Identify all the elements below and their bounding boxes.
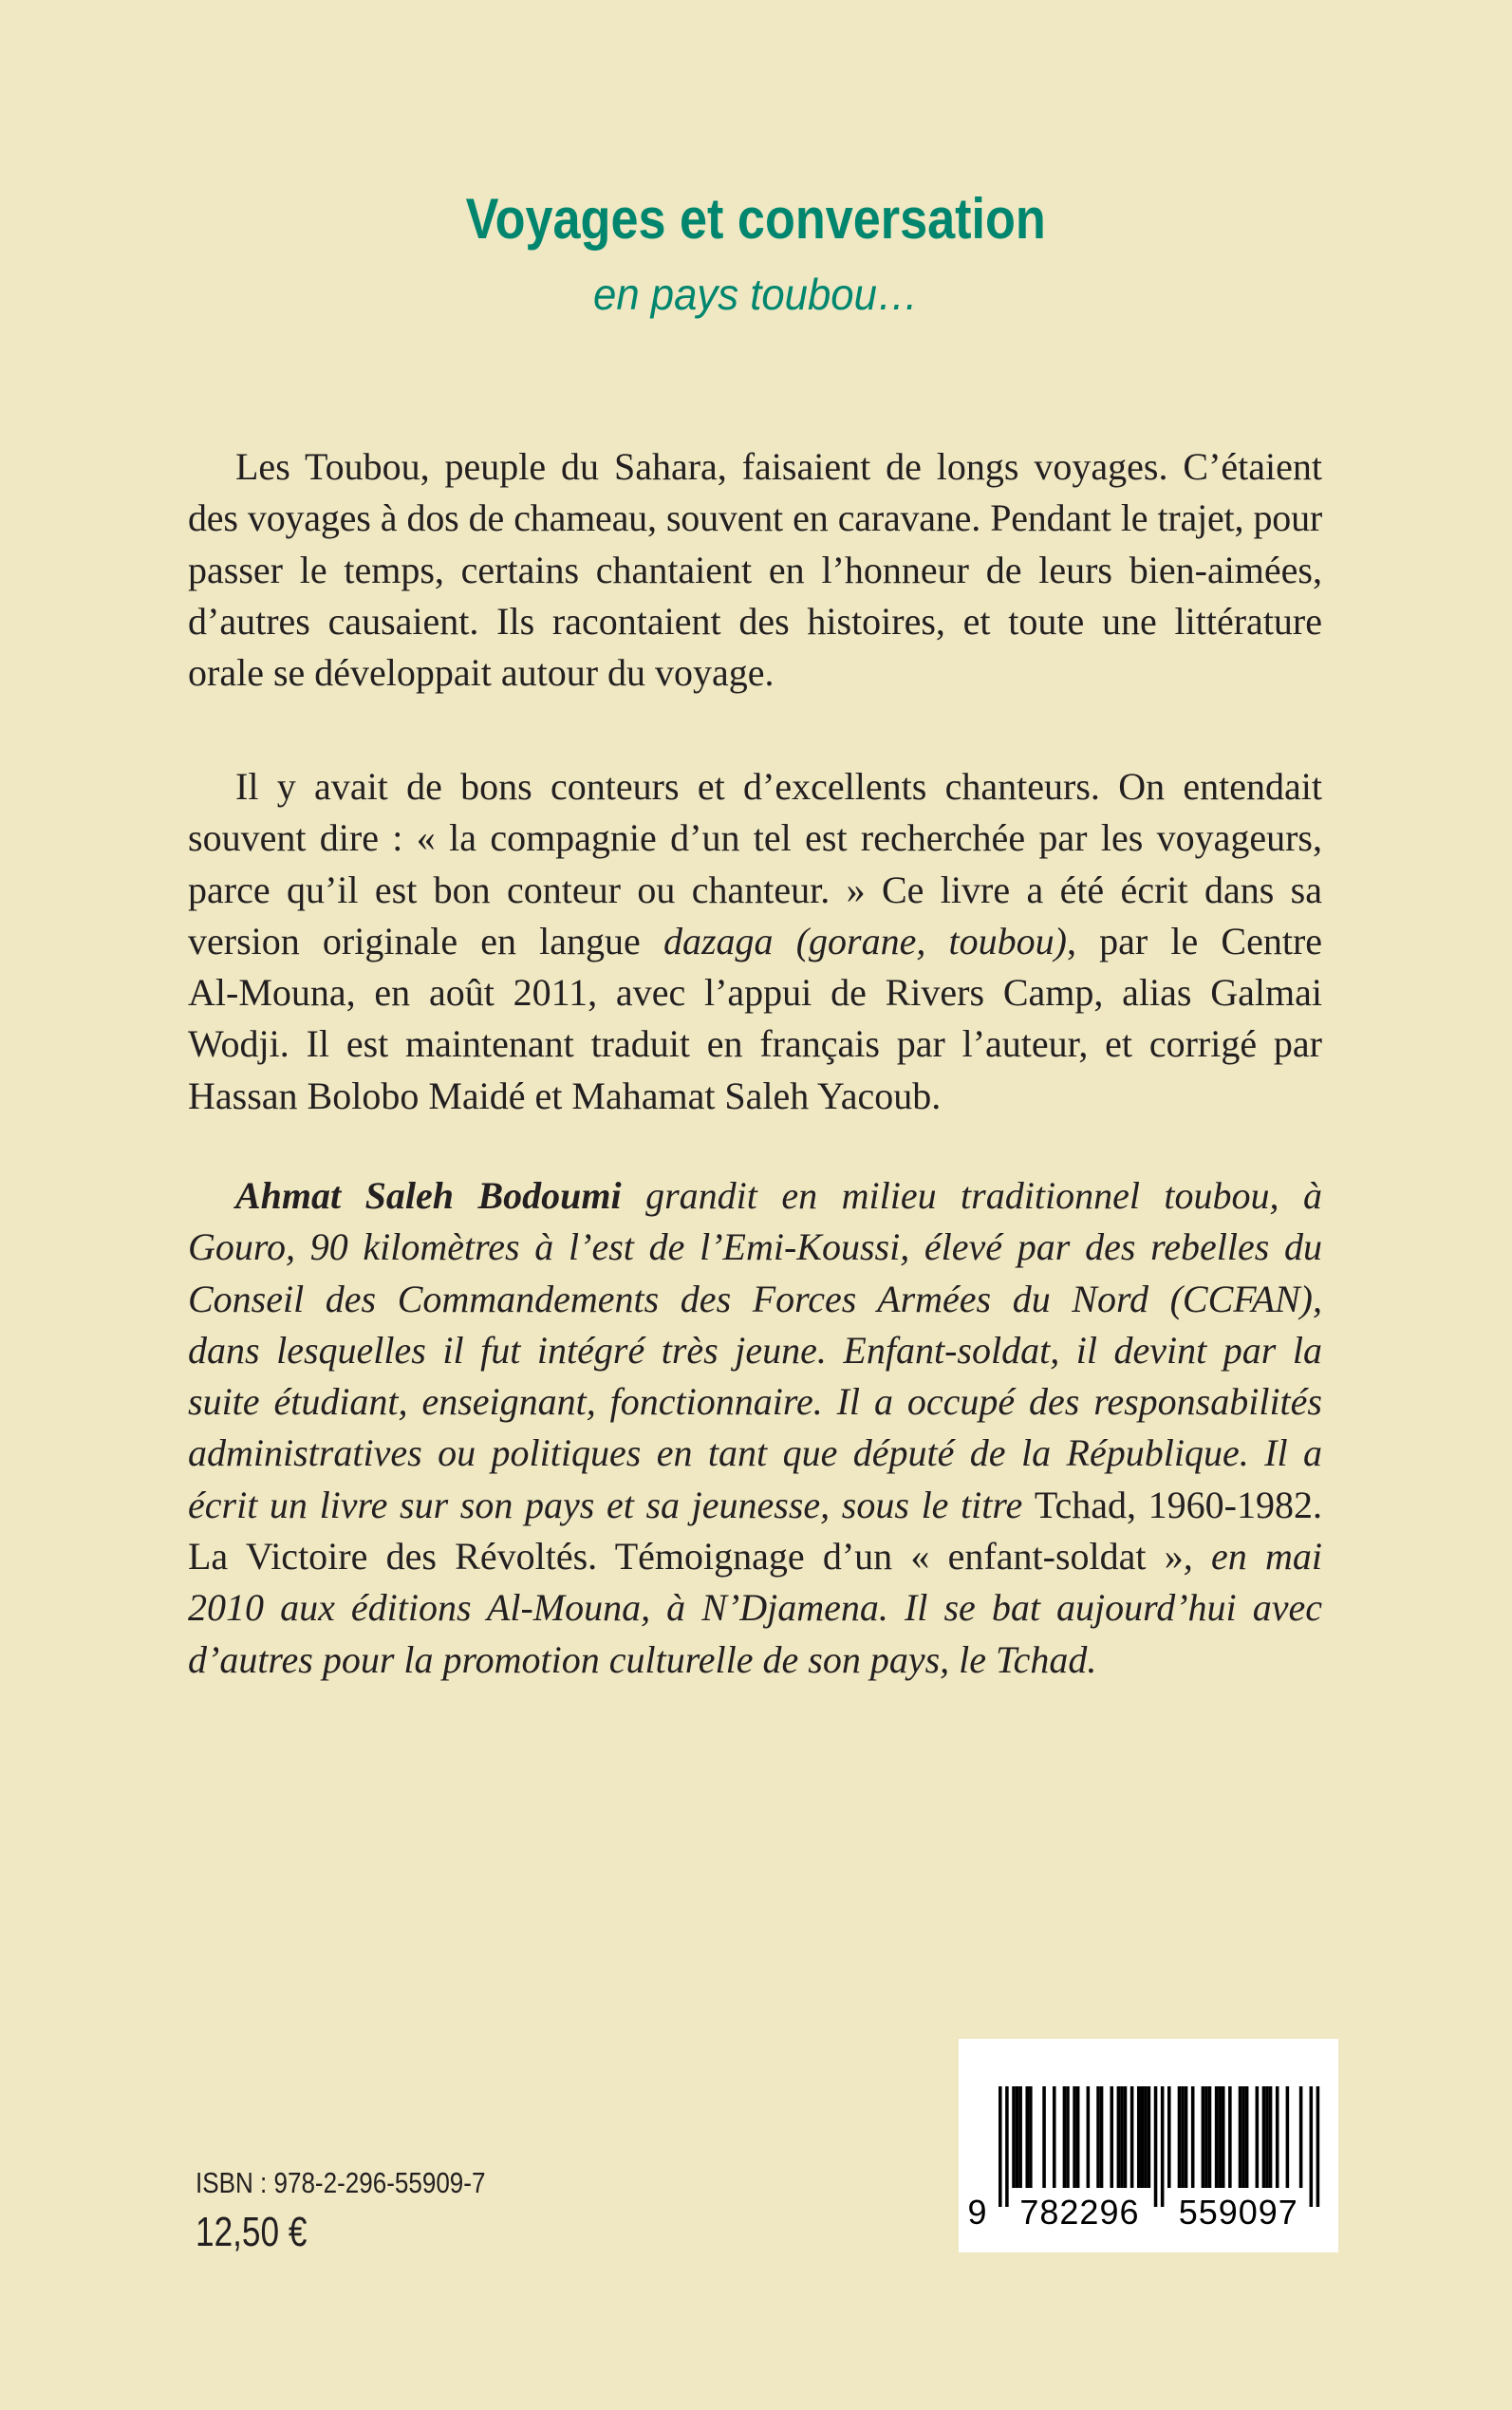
book-subtitle — [0, 268, 1512, 321]
barcode-bar — [1110, 2086, 1113, 2188]
text-segment: Wodji. Il est maintenant traduit en français par l’auteur, et corrigé par — [188, 1022, 1322, 1066]
author-name: Ahmat Saleh Bodoumi — [235, 1174, 622, 1217]
barcode-bar — [1063, 2086, 1067, 2188]
text-segment: dans lesquelles il fut intégré très jeune. Enfant-soldat, il devint par la — [188, 1328, 1322, 1372]
text-line — [188, 865, 1322, 916]
barcode-bar — [1239, 2086, 1242, 2188]
text-line — [188, 1428, 1322, 1479]
barcode-bar — [1018, 2086, 1022, 2188]
barcode-bar — [1299, 2086, 1303, 2188]
barcode-digits: 782296 — [1019, 2193, 1140, 2232]
barcode-bar — [1012, 2086, 1016, 2188]
barcode-graphic — [959, 2039, 1338, 2252]
text-segment: Conseil des Commandements des Forces Armées du Nord (CCFAN), — [188, 1277, 1322, 1320]
barcode-bar — [1208, 2086, 1212, 2188]
barcode-bar — [1025, 2086, 1029, 2188]
paragraph-origin — [188, 761, 1322, 1122]
barcode-bar — [1276, 2086, 1279, 2188]
text-segment: Il y avait de bons conteurs et d’excellents chanteurs. On entendait — [235, 765, 1322, 808]
text-line — [188, 1582, 1322, 1634]
barcode-bar — [1256, 2086, 1260, 2188]
text-segment: souvent dire : « la compagnie d’un tel est recherchée par les voyageurs, — [188, 816, 1322, 860]
text-segment: grandit en milieu traditionnel toubou, à — [621, 1174, 1322, 1217]
book-title-text: Voyages et conversation — [465, 187, 1047, 251]
text-segment: Gouro, 90 kilomètres à l’est de l’Emi-Koussi, élevé par des rebelles du — [188, 1225, 1322, 1269]
barcode-bar — [1218, 2086, 1222, 2188]
barcode-bar — [1141, 2086, 1145, 2188]
text-line — [188, 545, 1322, 596]
barcode-bar — [1144, 2086, 1148, 2188]
text-segment: Al-Mouna, en août 2011, avec l’appui de Rivers Camp, alias Galmai — [188, 971, 1322, 1015]
text-line — [188, 1071, 1322, 1122]
text-line — [188, 967, 1322, 1018]
barcode — [959, 2039, 1338, 2252]
text-segment: dazaga (gorane, toubou) — [663, 919, 1067, 962]
barcode-bar — [1053, 2086, 1056, 2188]
text-line — [188, 1222, 1322, 1273]
barcode-bar — [1191, 2086, 1195, 2188]
barcode-bar — [1269, 2086, 1273, 2188]
barcode-bar — [1265, 2086, 1269, 2188]
text-segment: administratives ou politiques en tant que député de la République. Il a — [188, 1431, 1322, 1475]
text-segment: passer le temps, certains chantaient en l’honneur de leurs bien-aimées, — [188, 548, 1322, 591]
barcode-bar — [1185, 2086, 1188, 2188]
text-line — [188, 1531, 1322, 1582]
text-segment: écrit un livre sur son pays et sa jeunesse, sous le titre — [188, 1483, 1035, 1526]
text-line — [188, 1018, 1322, 1070]
text-line — [188, 813, 1322, 864]
isbn: ISBN : 978-2-296-55909-7 — [196, 2166, 486, 2199]
text-segment: Hassan Bolobo Maidé et Mahamat Saleh Yacoub. — [188, 1074, 942, 1117]
text-segment: 2010 aux éditions Al-Mouna, à N’Djamena. Il se bat aujourd’hui avec — [188, 1586, 1322, 1630]
barcode-bar — [1202, 2086, 1205, 2188]
barcode-bar — [1042, 2086, 1046, 2188]
price: 12,50 € — [196, 2209, 308, 2255]
text-line — [188, 761, 1322, 813]
text-segment: , en mai — [1183, 1535, 1322, 1579]
paragraph-synopsis — [188, 441, 1322, 699]
text-segment: suite étudiant, enseignant, fonctionnaire. Il a occupé des responsabilités — [188, 1380, 1322, 1424]
text-line — [188, 1170, 1322, 1222]
barcode-bar — [1137, 2086, 1141, 2188]
barcode-bar — [1117, 2086, 1121, 2188]
barcode-bar — [1204, 2086, 1208, 2188]
barcode-bar — [1215, 2086, 1219, 2188]
barcode-bar — [1241, 2086, 1245, 2188]
barcode-bar — [1087, 2086, 1091, 2188]
text-segment: des voyages à dos de chameau, souvent en caravane. Pendant le trajet, pour — [188, 496, 1322, 540]
text-line — [188, 1325, 1322, 1376]
text-segment: orale se développait autour du voyage. — [188, 651, 775, 695]
barcode-digits: 9 — [967, 2193, 988, 2232]
barcode-bar — [1245, 2086, 1249, 2188]
barcode-bar — [1073, 2086, 1076, 2188]
barcode-bar — [1167, 2086, 1171, 2188]
text-line — [188, 1635, 1322, 1686]
text-line — [188, 647, 1322, 699]
text-segment: Les Toubou, peuple du Sahara, faisaient de longs voyages. C’étaient — [235, 445, 1322, 488]
barcode-bar — [1286, 2086, 1290, 2188]
text-line — [188, 493, 1322, 544]
barcode-bar — [1222, 2086, 1225, 2188]
barcode-bar — [1029, 2086, 1033, 2188]
text-line — [188, 1274, 1322, 1325]
barcode-bar — [1124, 2086, 1128, 2188]
barcode-bar — [1310, 2086, 1314, 2207]
text-segment: La Victoire des Révoltés. Témoignage d’un « enfant-soldat » — [188, 1535, 1184, 1579]
text-segment: Tchad, 1960-1982. — [1034, 1483, 1322, 1526]
barcode-bar — [1100, 2086, 1104, 2188]
barcode-bar — [1096, 2086, 1100, 2188]
barcode-bar — [1316, 2086, 1320, 2207]
text-segment: d’autres causaient. Ils racontaient des histoires, et toute une littérature — [188, 599, 1322, 643]
text-segment: , par le Centre — [1066, 919, 1323, 962]
text-segment: d’autres pour la promotion culturelle de son pays, le Tchad. — [188, 1637, 1097, 1681]
text-segment: version originale en langue — [188, 919, 663, 962]
text-line — [188, 1376, 1322, 1428]
barcode-bar — [1161, 2086, 1165, 2207]
barcode-bar — [1178, 2086, 1182, 2188]
barcode-bar — [1120, 2086, 1124, 2188]
barcode-bar — [1262, 2086, 1266, 2188]
book-title — [0, 186, 1512, 252]
barcode-bar — [1130, 2086, 1134, 2188]
text-line — [188, 441, 1322, 493]
barcode-bar — [1076, 2086, 1080, 2188]
barcode-bar — [1066, 2086, 1070, 2188]
barcode-bar — [1228, 2086, 1232, 2188]
barcode-bar — [1016, 2086, 1019, 2188]
barcode-bar — [1005, 2086, 1009, 2207]
text-line — [188, 596, 1322, 647]
barcode-bar — [1148, 2086, 1151, 2188]
barcode-bar — [1181, 2086, 1185, 2188]
barcode-bar — [999, 2086, 1002, 2207]
text-line — [188, 916, 1322, 967]
paragraph-author-bio — [188, 1170, 1322, 1686]
book-subtitle-text: en pays toubou… — [593, 270, 919, 319]
text-segment: parce qu’il est bon conteur ou chanteur. » Ce livre a été écrit dans sa — [188, 868, 1322, 911]
text-line — [188, 1480, 1322, 1531]
barcode-digits: 559097 — [1178, 2193, 1298, 2232]
barcode-bar — [1154, 2086, 1158, 2207]
